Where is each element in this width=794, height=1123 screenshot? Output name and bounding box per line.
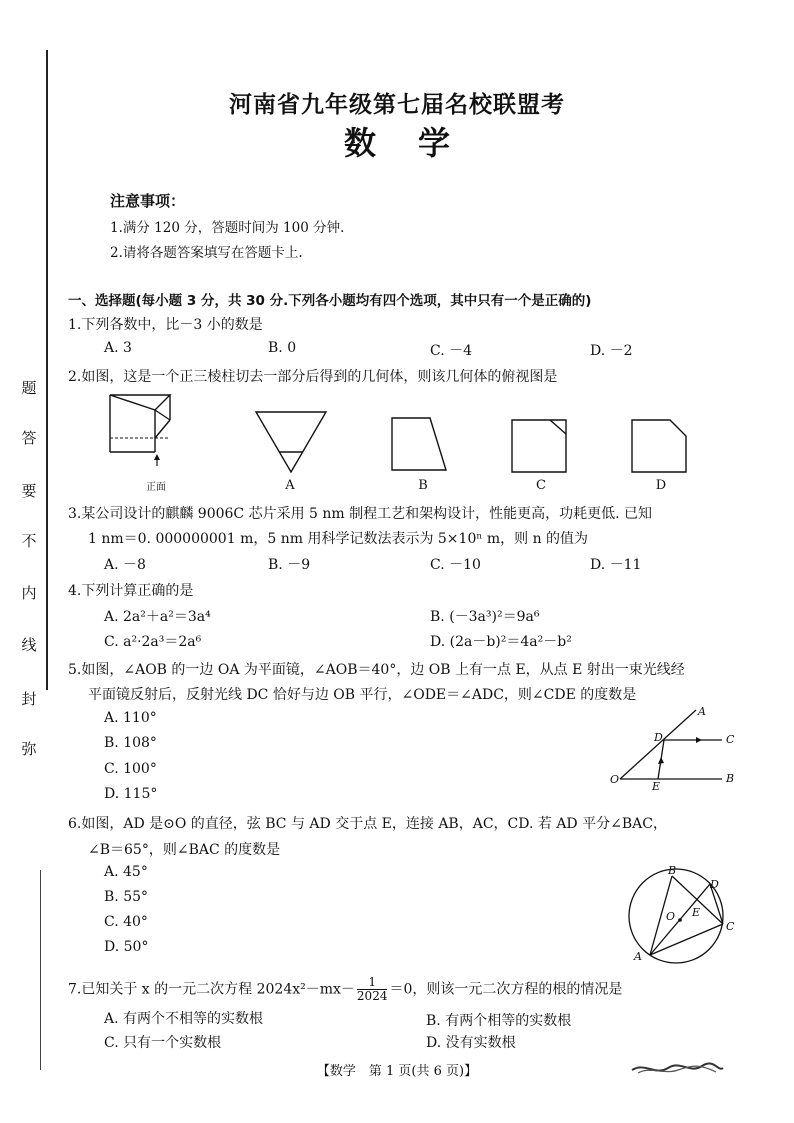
margin-char: 要 — [21, 482, 37, 500]
question-1-stem: 1.下列各数中，比－3 小的数是 — [68, 317, 263, 333]
label-o: O — [610, 773, 620, 786]
page-footer: 【数学 第 1 页(共 6 页)】 — [316, 1064, 478, 1079]
prism-figure — [100, 390, 180, 470]
section-heading: 一、选择题(每小题 3 分，共 30 分.下列各小题均有四个选项，其中只有一个是正确的) — [68, 293, 592, 309]
notice-heading: 注意事项： — [110, 192, 186, 210]
option-d-figure — [630, 418, 688, 474]
q1-option-b: B. 0 — [268, 340, 297, 356]
front-label: 正面 — [146, 482, 166, 493]
q4-option-b: B. (－3a³)²＝9a⁶ — [430, 609, 540, 625]
q3-option-b: B. －9 — [268, 557, 311, 573]
margin-char: 题 — [21, 379, 37, 397]
binding-line-lower — [40, 870, 41, 1070]
label-e: E — [692, 906, 701, 919]
question-4-stem: 4.下列计算正确的是 — [68, 583, 194, 599]
question-6-line2: ∠B＝65°，则∠BAC 的度数是 — [88, 842, 281, 858]
label-d: D — [710, 878, 719, 891]
q5-option-a: A. 110° — [104, 710, 157, 726]
question-3-line2: 1 nm＝0. 000000001 m，5 nm 用科学记数法表示为 5×10ⁿ m，则 n 的值为 — [88, 531, 589, 547]
question-6-line1: 6.如图，AD 是⊙O 的直径，弦 BC 与 AD 交于点 E，连接 AB，AC，CD. 若 AD 平分∠BAC， — [68, 816, 667, 832]
margin-char: 封 — [21, 690, 37, 708]
watermark-scribble — [630, 1060, 725, 1078]
margin-char: 不 — [21, 532, 37, 550]
q6-option-d: D. 50° — [104, 939, 149, 955]
q5-option-c: C. 100° — [104, 761, 157, 777]
q4-option-d: D. (2a－b)²＝4a²－b² — [430, 634, 572, 650]
label-d: D — [654, 731, 663, 744]
margin-char: 线 — [21, 636, 37, 654]
question-2-stem: 2.如图，这是一个正三棱柱切去一部分后得到的几何体，则该几何体的俯视图是 — [68, 369, 558, 385]
option-c-figure — [510, 418, 568, 474]
option-a-figure — [254, 410, 328, 476]
q5-option-b: B. 108° — [104, 735, 157, 751]
q7-option-b: B. 有两个相等的实数根 — [426, 1013, 572, 1029]
q1-option-c: C. －4 — [430, 343, 473, 359]
q1-option-d: D. －2 — [590, 343, 633, 359]
option-b-caption: B — [418, 478, 428, 493]
q4-option-c: C. a²·2a³＝2a⁶ — [104, 634, 202, 650]
margin-char: 弥 — [21, 740, 37, 758]
mirror-figure — [600, 705, 740, 795]
label-b: B — [726, 772, 735, 785]
q7-fraction-numerator: 1 — [357, 976, 388, 990]
option-d-caption: D — [655, 478, 667, 493]
q3-option-a: A. －8 — [104, 557, 146, 573]
q4-option-a: A. 2a²＋a²＝3a⁴ — [104, 609, 211, 625]
option-b-figure — [390, 416, 450, 472]
exam-title: 河南省九年级第七届名校联盟考 — [229, 92, 565, 118]
q6-option-b: B. 55° — [104, 889, 149, 905]
q7-option-a: A. 有两个不相等的实数根 — [104, 1011, 264, 1027]
option-a-caption: A — [285, 478, 295, 493]
q6-option-c: C. 40° — [104, 914, 148, 930]
q3-option-d: D. －11 — [590, 557, 642, 573]
question-7-stem — [68, 976, 622, 1003]
label-e: E — [652, 780, 661, 793]
margin-char: 答 — [21, 429, 37, 447]
label-a: A — [698, 705, 706, 718]
q7-stem-post: ＝0，则该一元二次方程的根的情况是 — [389, 981, 623, 998]
notice-item: 2.请将各题答案填写在答题卡上. — [110, 245, 303, 261]
q7-fraction-denominator: 2024 — [356, 989, 388, 1003]
q7-option-d: D. 没有实数根 — [426, 1035, 516, 1051]
question-3-line1: 3.某公司设计的麒麟 9006C 芯片采用 5 nm 制程工艺和架构设计，性能更高，功耗更低. 已知 — [68, 506, 653, 522]
label-c: C — [726, 920, 735, 933]
q7-option-c: C. 只有一个实数根 — [104, 1035, 222, 1051]
question-5-line2: 平面镜反射后，反射光线 DC 恰好与边 OB 平行，∠ODE＝∠ADC，则∠CDE 的度数是 — [88, 687, 637, 703]
q6-option-a: A. 45° — [104, 864, 148, 880]
label-a: A — [634, 950, 642, 963]
question-5-line1: 5.如图，∠AOB 的一边 OA 为平面镜，∠AOB＝40°，边 OB 上有一点 E，从点 E 射出一束光线经 — [68, 662, 685, 678]
q7-stem-pre: 7.已知关于 x 的一元二次方程 2024x²－mx－ — [68, 981, 355, 998]
q5-option-d: D. 115° — [104, 786, 158, 802]
label-b: B — [668, 864, 677, 877]
label-o: O — [666, 910, 676, 923]
option-c-caption: C — [536, 478, 546, 493]
margin-char: 内 — [21, 584, 37, 602]
label-c: C — [726, 733, 735, 746]
subject-title: 数学 — [343, 124, 492, 162]
notice-item: 1.满分 120 分，答题时间为 100 分钟. — [110, 220, 345, 236]
q3-option-c: C. －10 — [430, 557, 481, 573]
q1-option-a: A. 3 — [104, 340, 132, 356]
q7-fraction — [357, 976, 388, 1003]
